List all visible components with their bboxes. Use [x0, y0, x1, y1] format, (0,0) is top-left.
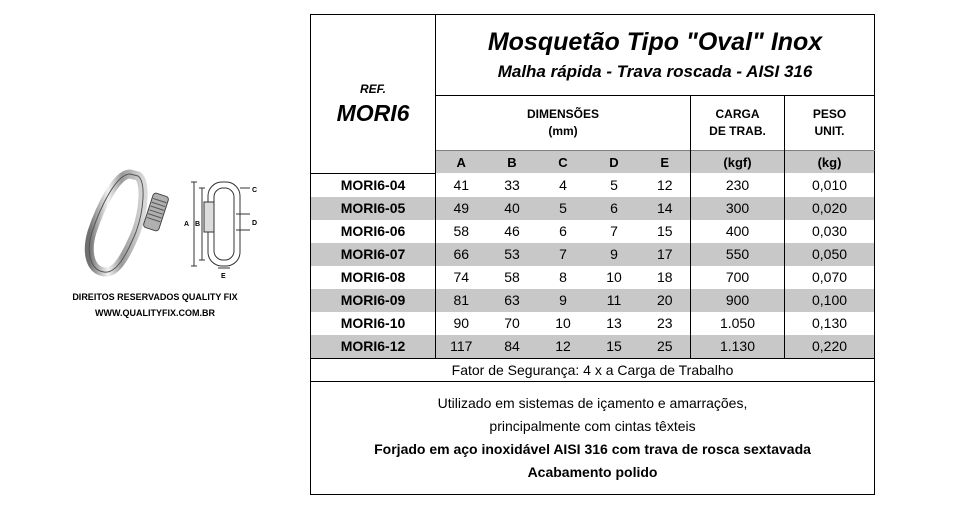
c-cell: 8: [559, 269, 567, 285]
d-cell: 15: [589, 335, 640, 359]
load-cell: 300: [691, 197, 785, 220]
quick-link-photo: [89, 174, 169, 272]
website-url: WWW.QUALITYFIX.COM.BR: [95, 308, 215, 318]
b-cell: 84: [487, 335, 538, 359]
e-cell: 14: [640, 197, 691, 220]
a-cell: 66: [436, 243, 487, 266]
table-row: [311, 289, 875, 312]
description-line-1: Utilizado em sistemas de içamento e amarrações,: [437, 394, 748, 411]
d-cell: 6: [589, 197, 640, 220]
load-cell: 700: [691, 266, 785, 289]
weight-cell: 0,070: [785, 266, 875, 289]
d-cell: 5: [610, 176, 618, 193]
description-line-4: Acabamento polido: [527, 463, 658, 480]
table-row: [311, 173, 875, 197]
col-b: B: [487, 151, 538, 174]
a-cell: 81: [436, 289, 487, 312]
c-cell: 9: [538, 289, 589, 312]
b-cell: 58: [504, 269, 520, 285]
model-cell: MORI6-08: [311, 266, 436, 289]
c-cell: 7: [538, 243, 589, 266]
dimensions-header: [436, 96, 691, 151]
description-line-3: Forjado em aço inoxidável AISI 316 com trava de rosca sextavada: [374, 440, 811, 457]
load-label: CARGA: [715, 107, 760, 121]
table-row: [311, 312, 875, 335]
a-cell: 58: [453, 223, 470, 239]
e-cell: 12: [656, 176, 673, 193]
model-cell: MORI6-06: [311, 220, 436, 243]
d-cell: 9: [589, 243, 640, 266]
label-e: E: [221, 273, 226, 280]
description: [311, 381, 875, 494]
col-e: E: [640, 151, 691, 174]
e-cell: 20: [640, 289, 691, 312]
weight-label-2: UNIT.: [814, 124, 845, 138]
table-row: [311, 197, 875, 220]
c-cell: 10: [555, 315, 571, 331]
load-label-2: DE TRAB.: [709, 124, 766, 138]
load-header: [691, 96, 785, 151]
d-cell: 10: [606, 269, 622, 285]
c-cell: 12: [538, 335, 589, 359]
col-d: D: [589, 151, 640, 174]
load-cell: 550: [691, 243, 785, 266]
safety-factor: Fator de Segurança: 4 x a Carga de Trabalho: [311, 358, 875, 381]
dimensions-label: DIMENSÕES: [526, 107, 599, 121]
e-cell: 15: [656, 223, 673, 239]
weight-header: [785, 96, 875, 151]
b-cell: 70: [504, 315, 520, 331]
weight-cell: 0,010: [785, 173, 875, 197]
weight-cell: 0,050: [785, 243, 875, 266]
ref-cell: [311, 15, 436, 174]
e-cell: 17: [640, 243, 691, 266]
table-row: [311, 243, 875, 266]
dimensions-unit: (mm): [548, 124, 578, 138]
weight-cell: 0,220: [785, 335, 875, 359]
weight-cell: 0,130: [785, 312, 875, 335]
product-panel: [0, 0, 310, 516]
b-cell: 53: [487, 243, 538, 266]
col-c: C: [538, 151, 589, 174]
e-cell: 23: [656, 315, 673, 331]
table-body: [311, 173, 875, 358]
col-a: A: [436, 151, 487, 174]
model-cell: MORI6-04: [311, 173, 436, 197]
e-cell: 25: [640, 335, 691, 359]
weight-cell: 0,020: [785, 197, 875, 220]
weight-cell: 0,030: [785, 220, 875, 243]
label-a: A: [184, 221, 190, 228]
table-row: [311, 266, 875, 289]
model-cell: MORI6-05: [311, 197, 436, 220]
b-cell: 33: [504, 176, 520, 193]
spec-table: [310, 14, 875, 495]
load-cell: 230: [691, 173, 785, 197]
ref-code: MORI6: [336, 100, 410, 127]
page-title: Mosquetão Tipo "Oval" Inox: [487, 28, 823, 56]
load-cell: 400: [691, 220, 785, 243]
model-cell: MORI6-12: [311, 335, 436, 359]
label-c: C: [252, 187, 258, 194]
description-line-2: principalmente com cintas têxteis: [489, 417, 696, 434]
e-cell: 18: [656, 269, 673, 285]
col-weight: (kg): [785, 151, 875, 174]
b-cell: 63: [487, 289, 538, 312]
weight-label: PESO: [812, 107, 847, 121]
load-cell: 1.050: [691, 312, 785, 335]
a-cell: 90: [453, 315, 470, 331]
load-cell: 1.130: [691, 335, 785, 359]
b-cell: 40: [487, 197, 538, 220]
a-cell: 49: [436, 197, 487, 220]
d-cell: 13: [606, 315, 622, 331]
a-cell: 117: [436, 335, 487, 359]
a-cell: 74: [453, 269, 470, 285]
table-row: [311, 220, 875, 243]
c-cell: 4: [559, 176, 567, 193]
d-cell: 11: [589, 289, 640, 312]
product-figure: [78, 168, 268, 280]
model-cell: MORI6-09: [311, 289, 436, 312]
table-row: [311, 335, 875, 359]
title-cell: [436, 15, 875, 96]
b-cell: 46: [504, 223, 520, 239]
label-b: B: [195, 221, 201, 228]
copyright-notice: DIREITOS RESERVADOS QUALITY FIX: [72, 292, 238, 302]
ref-label: REF.: [359, 82, 386, 97]
load-cell: 900: [691, 289, 785, 312]
col-load: (kgf): [691, 151, 785, 174]
d-cell: 7: [610, 223, 618, 239]
weight-cell: 0,100: [785, 289, 875, 312]
c-cell: 5: [538, 197, 589, 220]
model-cell: MORI6-10: [311, 312, 436, 335]
label-d: D: [252, 220, 258, 227]
model-cell: MORI6-07: [311, 243, 436, 266]
a-cell: 41: [453, 176, 470, 193]
c-cell: 6: [559, 223, 567, 239]
page-subtitle: Malha rápida - Trava roscada - AISI 316: [497, 62, 813, 81]
